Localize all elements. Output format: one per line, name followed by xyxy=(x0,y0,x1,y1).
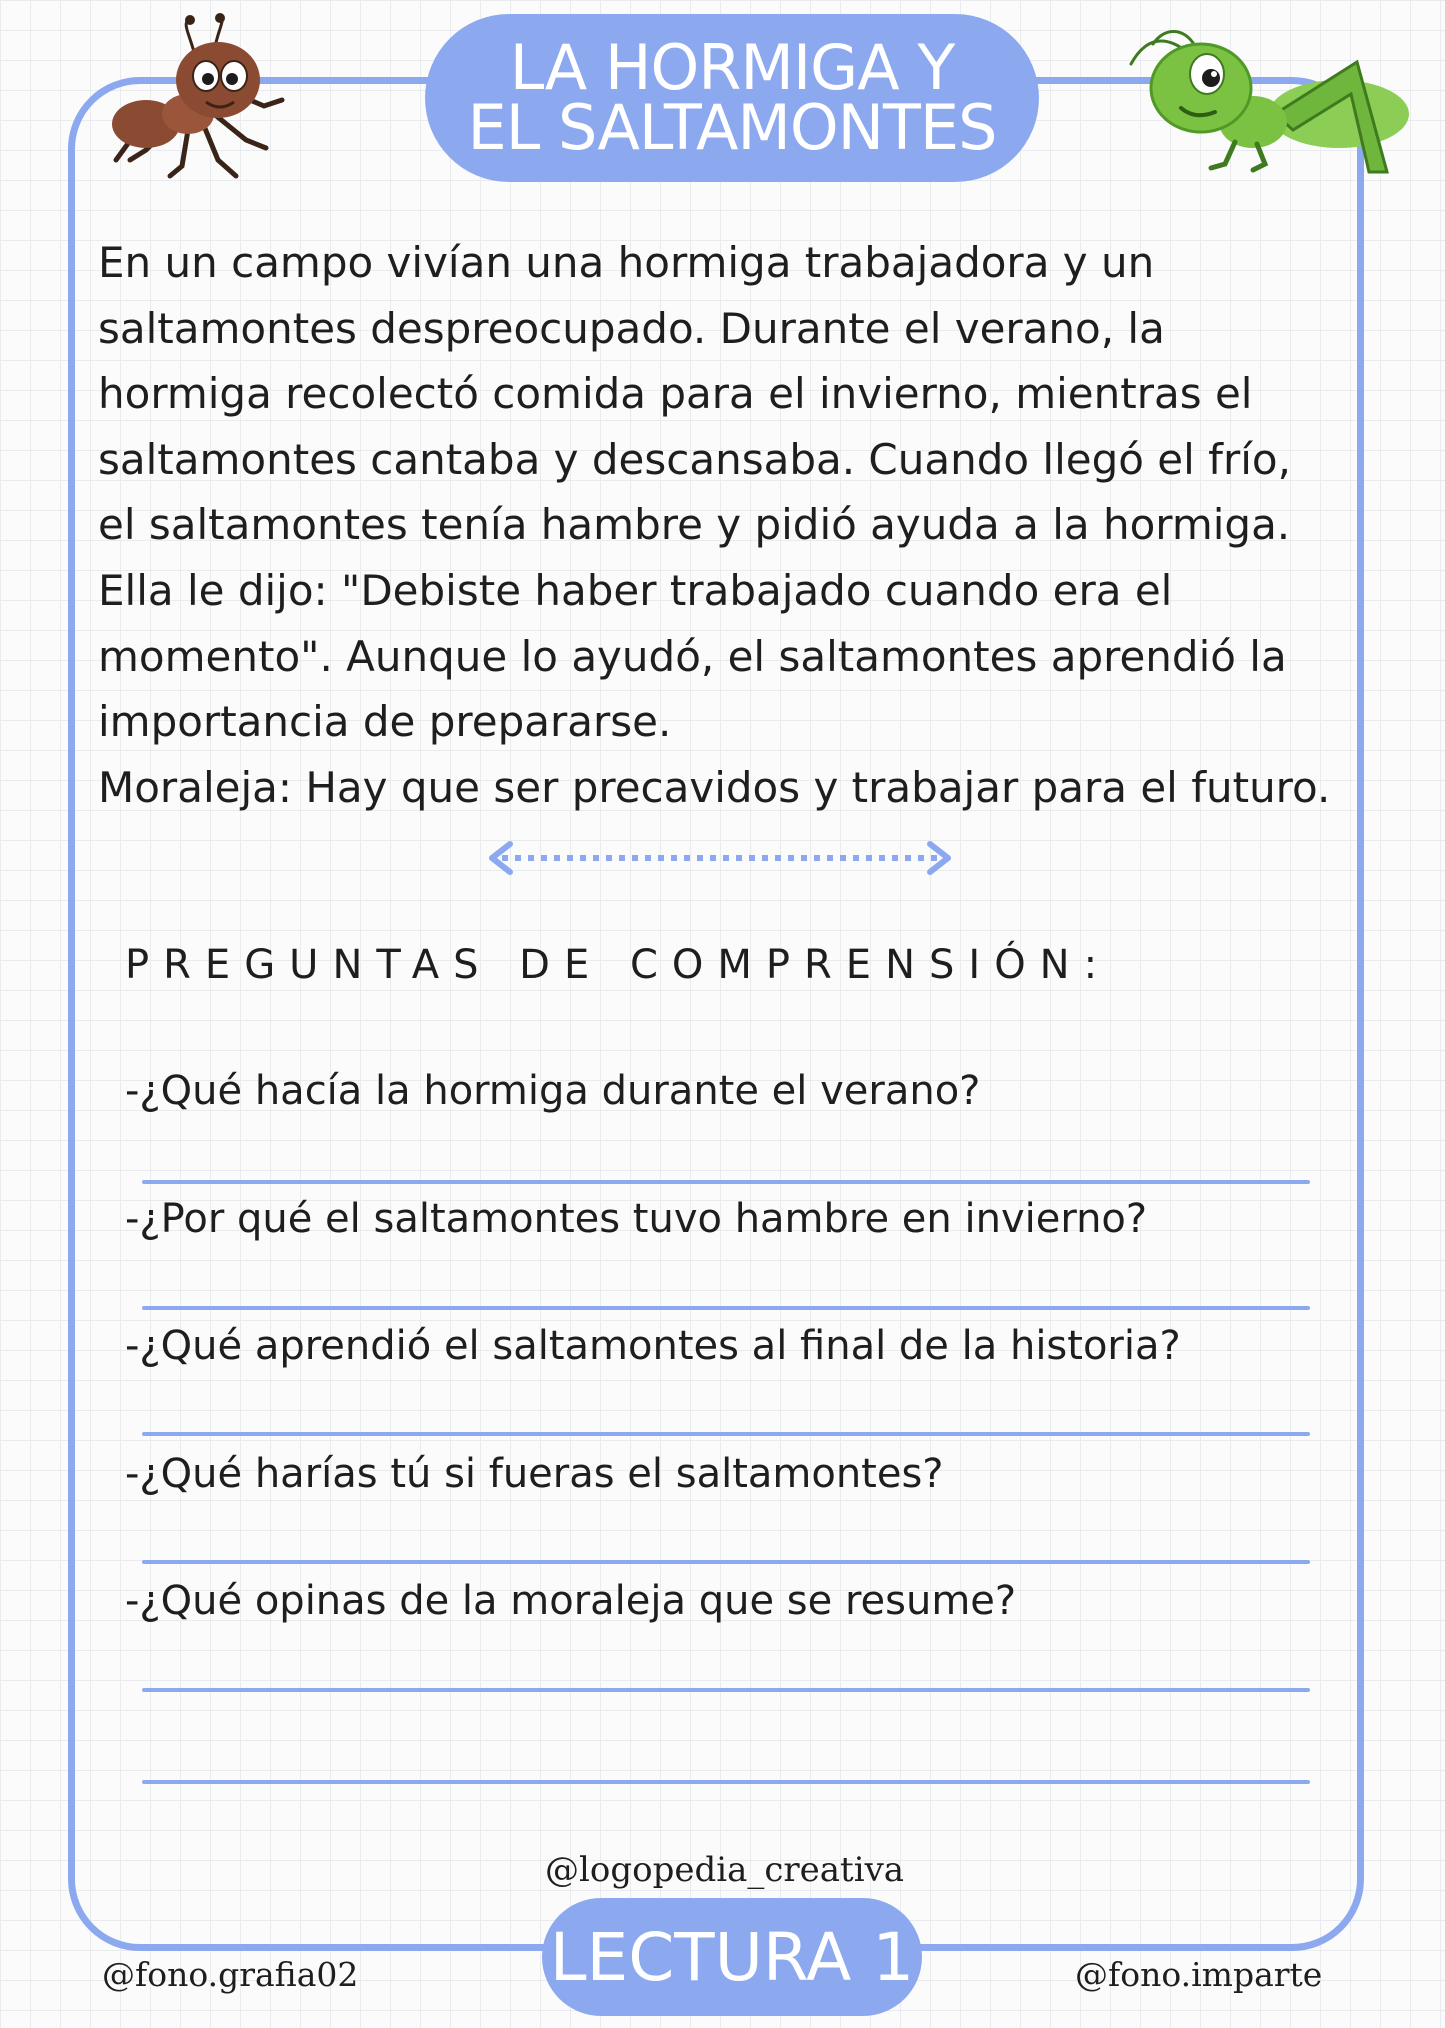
story-line: momento". Aunque lo ayudó, el saltamontes aprendió la xyxy=(98,631,1287,681)
question-3: -¿Qué aprendió el saltamontes al final de la historia? xyxy=(125,1323,1181,1369)
story-line: Ella le dijo: "Debiste haber trabajado cuando era el xyxy=(98,565,1173,615)
question-2: -¿Por qué el saltamontes tuvo hambre en invierno? xyxy=(125,1196,1148,1242)
answer-line-1[interactable] xyxy=(142,1180,1310,1184)
answer-line-6[interactable] xyxy=(142,1780,1310,1784)
story-line: el saltamontes tenía hambre y pidió ayuda a la hormiga. xyxy=(98,500,1291,550)
question-4: -¿Qué harías tú si fueras el saltamontes? xyxy=(125,1451,944,1497)
answer-line-2[interactable] xyxy=(142,1306,1310,1310)
story-line: hormiga recolectó comida para el invierno, mientras el xyxy=(98,369,1253,419)
credit-fono-imparte: @fono.imparte xyxy=(1075,1955,1323,1994)
answer-line-4[interactable] xyxy=(142,1560,1310,1564)
lectura-badge: LECTURA 1 xyxy=(542,1898,922,2016)
story-line: saltamontes despreocupado. Durante el verano, la xyxy=(98,303,1165,353)
question-1: -¿Qué hacía la hormiga durante el verano? xyxy=(125,1068,981,1114)
title-line-2: EL SALTAMONTES xyxy=(467,91,997,164)
answer-line-3[interactable] xyxy=(142,1432,1310,1436)
answer-line-5[interactable] xyxy=(142,1688,1310,1692)
moraleja-line: Moraleja: Hay que ser precavidos y trabajar para el futuro. xyxy=(98,762,1331,812)
title-line-1: LA HORMIGA Y xyxy=(509,31,955,104)
story-line: importancia de prepararse. xyxy=(98,697,672,747)
credit-logopedia: @logopedia_creativa xyxy=(545,1850,905,1890)
story-line: En un campo vivían una hormiga trabajadora y un xyxy=(98,238,1155,287)
grasshopper-illustration xyxy=(1125,24,1415,174)
question-5: -¿Qué opinas de la moraleja que se resume? xyxy=(125,1578,1017,1624)
credit-fono-grafia: @fono.grafia02 xyxy=(102,1955,359,1994)
ant-illustration xyxy=(96,10,296,190)
story-text xyxy=(98,230,1368,820)
double-arrow-icon xyxy=(480,838,960,878)
title-banner xyxy=(425,14,1039,182)
story-line: saltamontes cantaba y descansaba. Cuando llegó el frío, xyxy=(98,434,1291,484)
questions-heading: PREGUNTAS DE COMPRENSIÓN: xyxy=(125,942,1112,988)
